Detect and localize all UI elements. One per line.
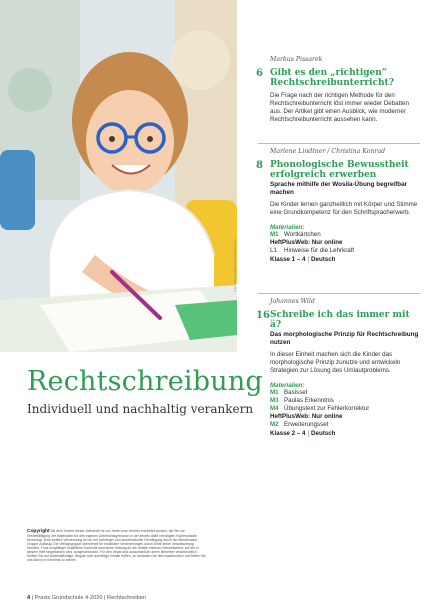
cover-photo	[0, 0, 237, 352]
material-item	[270, 231, 420, 239]
material-label: Basisset	[284, 389, 308, 396]
material-label: Wortkärtchen	[284, 231, 321, 238]
article-author: Markus Pissarek	[270, 56, 323, 63]
article-subtitle: Sprache mithilfe der Wosila-Übung begreifbar machen	[270, 181, 408, 196]
article-title[interactable]: Gibt es den „richtigen“ Rechtschreibunterricht?	[270, 68, 394, 88]
article-title[interactable]: Schreibe ich das immer mit ä?	[270, 310, 410, 330]
material-code: M1	[270, 389, 279, 396]
footer-magazine: Praxis Grundschule 4-2020	[34, 595, 103, 601]
copyright-text: Mit dem Erwerb dieser Zeitschrift ist von Ihnen eine Gebühr entrichtet worden, die Sie zur Vervielfältigung der Materialien für den eigenen Unterrichtsgebrauch in der jeweils dafür benötigten Kopienanzahl berechtigt. Eine weitere Verwendung ist nur mit vorheriger und ausdrücklicher Einwilligung durch die Westermann Gruppe zulässig. Die Verlagsgruppe übernimmt für inhaltliche Veränderungen durch Dritte keine Verantwortung. Hinweis: Trotz sorgfältiger inhaltlicher Kontrolle wird keine Haftung für die Inhalte externer Internetseiten, auf die in diesem Heft hingewiesen wird, ausgeschlossen. Für den Inhalt sind ausschließlich deren Betreiber verantwortlich. Sollten Sie auf kostenpflichtige, illegale oder anstößige Inhalte treffen, so bedauern wir dies ausdrücklich und bitten Sie, uns davon in Kenntnis zu setzen.	[27, 529, 207, 562]
article-page-number: 8	[256, 160, 263, 171]
class-range: Klasse 1 – 4	[270, 256, 306, 263]
material-item	[270, 397, 420, 405]
article-page-number: 16	[256, 310, 270, 321]
article-3[interactable]	[258, 298, 420, 438]
article-author: Marlene Lindtner / Christina Konrad	[270, 148, 386, 155]
page-subtitle: Individuell und nachhaltig verankern	[27, 402, 254, 416]
subject: Deutsch	[311, 430, 336, 437]
material-code: M4	[270, 405, 279, 412]
article-text: Die Frage nach der richtigen Methode für den Rechtschreibunterricht löst immer wieder Debatten aus. Der Artikel gibt einen Ausblick, wie moderner Rechtschreibunterricht aussehen kann.	[270, 92, 409, 123]
footer-section: Rechtschreiben	[107, 595, 146, 601]
article-subtitle: Das morphologische Prinzip für Rechtschreibung nutzen	[270, 331, 419, 346]
page-title: Rechtschreibung	[27, 366, 263, 397]
girl-writing-illustration	[0, 0, 237, 352]
divider	[258, 143, 420, 144]
material-item	[270, 421, 420, 429]
photo-credit: Foto: iStock/kali9/ein/mirandacarbonaro	[233, 239, 237, 292]
class-level: Klasse 2 – 4 | Deutsch	[270, 430, 336, 437]
footer-page-number: 4	[27, 595, 31, 601]
divider	[258, 293, 420, 294]
material-label: Übungstext zur Fehlerkorrektur	[284, 405, 370, 412]
materials-heading: Materialien:	[270, 224, 305, 231]
copyright-notice	[27, 529, 207, 562]
material-item	[270, 405, 420, 413]
material-online: HeftPlusWeb: Nur online	[270, 413, 343, 420]
page-footer: 4 | Praxis Grundschule 4-2020 | Rechtschreiben	[27, 595, 146, 601]
article-author: Johannes Wild	[270, 298, 315, 305]
material-item	[270, 389, 420, 397]
class-level: Klasse 1 – 4 | Deutsch	[270, 256, 336, 263]
material-label: Hinweise für die Lehrkraft	[284, 247, 355, 254]
article-text: Die Kinder lernen ganzheitlich mit Körper und Stimme eine Grundkompetenz für den Schriftspracherwerb.	[270, 201, 418, 216]
article-2[interactable]	[258, 148, 420, 264]
material-code: M2	[270, 421, 279, 428]
material-online: HeftPlusWeb: Nur online	[270, 239, 343, 246]
materials-heading: Materialien:	[270, 382, 305, 389]
article-title[interactable]: Phonologische Bewusstheit erfolgreich erwerben	[270, 160, 409, 180]
copyright-label: Copyright	[27, 529, 50, 534]
material-item	[270, 247, 420, 255]
article-text: In dieser Einheit machen sich die Kinder das morphologische Prinzip zunutze und entwickeln Strategien zur Lösung des Umlautproblems.	[270, 351, 401, 374]
subject: Deutsch	[311, 256, 336, 263]
article-page-number: 6	[256, 68, 263, 79]
material-code: L1	[270, 247, 278, 254]
material-code: M1	[270, 231, 279, 238]
material-code: M3	[270, 397, 279, 404]
article-1[interactable]	[258, 56, 420, 124]
class-range: Klasse 2 – 4	[270, 430, 306, 437]
material-label: Paulas Erkenntnis	[284, 397, 334, 404]
material-label: Erweiterungsset	[284, 421, 329, 428]
